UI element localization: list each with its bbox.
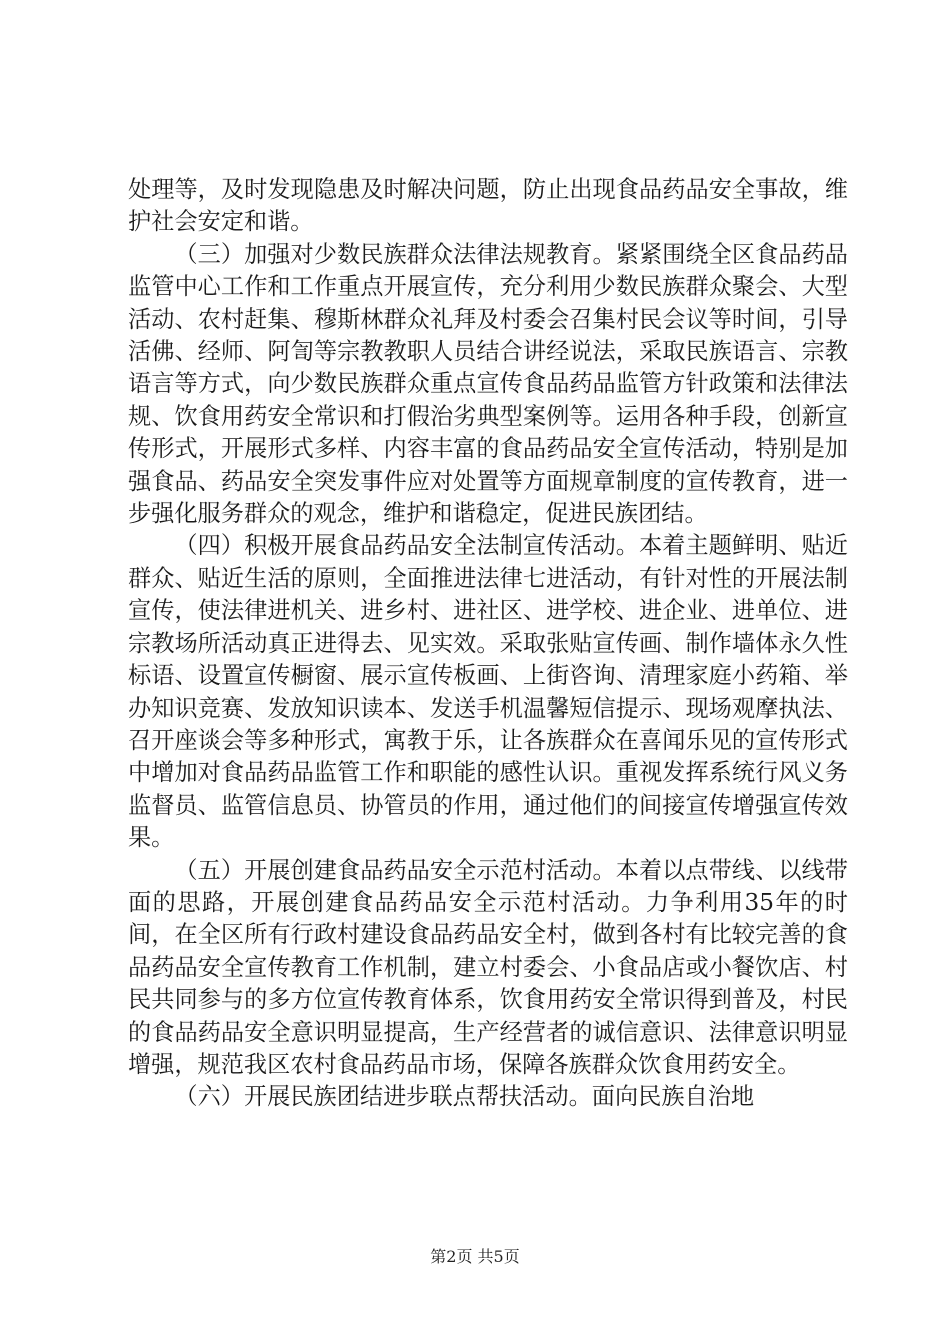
paragraph-section-5: （五）开展创建食品药品安全示范村活动。本着以点带线、以线带面的思路，开展创建食品药品安全示范村活动。力争利用35年的时间，在全区所有行政村建设食品药品安全村，做到各村有比较完善的食品药品安全宣传教育工作机制，建立村委会、小食品店或小餐饮店、村民共同参与的多方位宣传教育体系，饮食用药安全常识得到普及，村民的食品药品安全意识明显提高，生产经营者的诚信意识、法律意识明显增强，规范我区农村食品药品市场，保障各族群众饮食用药安全。 — [128, 856, 848, 1078]
page-number: 第2页 共5页 — [430, 1247, 520, 1266]
paragraph-section-6: （六）开展民族团结进步联点帮扶活动。面向民族自治地 — [174, 1083, 755, 1111]
paragraph-section-4: （四）积极开展食品药品安全法制宣传活动。本着主题鲜明、贴近群众、贴近生活的原则，全面推进法律七进活动，有针对性的开展法制宣传，使法律进机关、进乡村、进社区、进学校、进企业、进单位、进宗教场所活动真正进得去、见实效。采取张贴宣传画、制作墙体永久性标语、设置宣传橱窗、展示宣传板画、上街咨询、清理家庭小药箱、举办知识竞赛、发放知识读本、发送手机温馨短信提示、现场观摩执法、召开座谈会等多种形式，寓教于乐，让各族群众在喜闻乐见的宣传形式中增加对食品药品监管工作和职能的感性认识。重视发挥系统行风义务监督员、监管信息员、协管员的作用，通过他们的间接宣传增强宣传效果。 — [128, 532, 848, 852]
paragraph-continuation: 处理等，及时发现隐患及时解决问题，防止出现食品药品安全事故，维护社会安定和谐。 — [128, 176, 848, 236]
paragraph-section-3: （三）加强对少数民族群众法律法规教育。紧紧围绕全区食品药品监管中心工作和工作重点开展宣传，充分利用少数民族群众聚会、大型活动、农村赶集、穆斯林群众礼拜及村委会召集村民会议等时间，引导活佛、经师、阿訇等宗教教职人员结合讲经说法，采取民族语言、宗教语言等方式，向少数民族群众重点宣传食品药品监管方针政策和法律法规、饮食用药安全常识和打假治劣典型案例等。运用各种手段，创新宣传形式，开展形式多样、内容丰富的食品药品安全宣传活动，特别是加强食品、药品安全突发事件应对处置等方面规章制度的宣传教育，进一步强化服务群众的观念，维护和谐稳定，促进民族团结。 — [128, 240, 848, 528]
document-body — [128, 174, 848, 1114]
